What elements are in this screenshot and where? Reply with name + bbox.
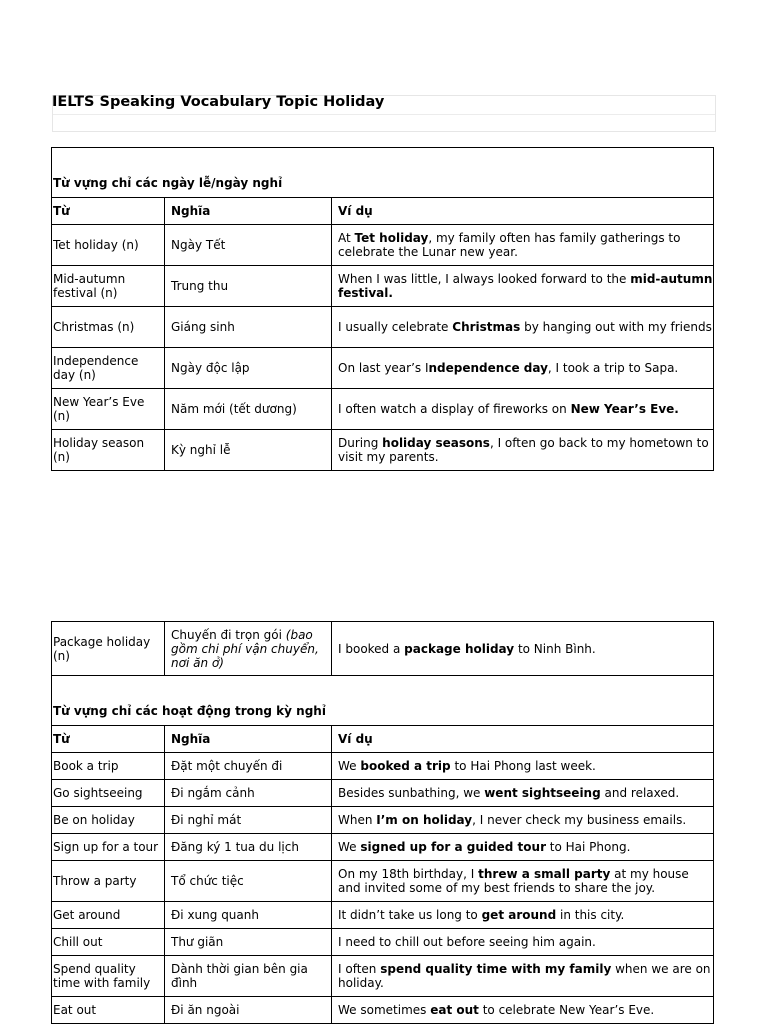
example-cell — [332, 956, 714, 997]
word-cell: Package holiday (n) — [52, 622, 165, 676]
example-text: , I never check my business emails. — [472, 813, 687, 827]
example-cell — [332, 430, 714, 471]
example-text: At — [338, 231, 355, 245]
section-title-cell — [52, 148, 714, 198]
example-text: During — [338, 436, 383, 450]
section-title-cell — [52, 676, 714, 726]
table-row — [52, 430, 714, 471]
header-row — [52, 726, 714, 753]
example-keyword: New Year’s Eve. — [570, 402, 679, 416]
example-keyword: get around — [481, 908, 557, 922]
example-cell — [332, 307, 714, 348]
table-row — [52, 622, 714, 676]
example-text: We sometimes — [338, 1003, 431, 1017]
meaning-cell: Đi ngắm cảnh — [165, 780, 332, 807]
meaning-cell: Đặt một chuyến đi — [165, 753, 332, 780]
example-text: When I was little, I always looked forward to the — [338, 272, 631, 286]
meaning-cell: Đi nghỉ mát — [165, 807, 332, 834]
example-text: to Ninh Bình. — [514, 641, 596, 656]
word-cell: Go sightseeing — [52, 780, 165, 807]
example-text: to Hai Phong last week. — [450, 759, 596, 773]
example-keyword: I’m on holiday — [376, 813, 473, 827]
example-cell — [332, 807, 714, 834]
example-keyword: went sightseeing — [484, 786, 601, 800]
meaning-cell: Giáng sinh — [165, 307, 332, 348]
word-cell: Throw a party — [52, 861, 165, 902]
word-cell: Book a trip — [52, 753, 165, 780]
meaning-cell: Năm mới (tết dương) — [165, 389, 332, 430]
meaning-cell: Thư giãn — [165, 929, 332, 956]
table-row — [52, 753, 714, 780]
table-row — [52, 807, 714, 834]
example-cell — [332, 389, 714, 430]
holidays-vocab-table — [51, 147, 714, 471]
example-text: , I took a trip to Sapa. — [547, 361, 679, 375]
example-cell — [332, 929, 714, 956]
meaning-cell — [165, 622, 332, 676]
word-cell: Mid-autumn festival (n) — [52, 266, 165, 307]
col-header-meaning: Nghĩa — [165, 198, 332, 225]
word-cell: Spend quality time with family — [52, 956, 165, 997]
word-cell: Christmas (n) — [52, 307, 165, 348]
meaning-cell: Tổ chức tiệc — [165, 861, 332, 902]
meaning-cell: Ngày Tết — [165, 225, 332, 266]
word-cell: Be on holiday — [52, 807, 165, 834]
example-text: and relaxed. — [600, 786, 680, 800]
meaning-cell: Đăng ký 1 tua du lịch — [165, 834, 332, 861]
table-row — [52, 266, 714, 307]
title-divider — [53, 114, 715, 115]
example-text: Besides sunbathing, we — [338, 786, 485, 800]
example-text: I often — [338, 962, 381, 976]
table-row — [52, 225, 714, 266]
word-cell: Holiday season (n) — [52, 430, 165, 471]
example-cell — [332, 780, 714, 807]
table-row — [52, 307, 714, 348]
example-cell — [332, 834, 714, 861]
word-cell: Sign up for a tour — [52, 834, 165, 861]
example-keyword: package holiday — [404, 641, 515, 656]
header-row — [52, 198, 714, 225]
table-row — [52, 861, 714, 902]
table-row — [52, 997, 714, 1024]
example-text: , my family often has family gatherings to celebrate the Lunar new year. — [338, 231, 681, 259]
example-keyword: eat out — [430, 1003, 479, 1017]
table-row — [52, 956, 714, 997]
example-cell — [332, 348, 714, 389]
example-text: I need to chill out before seeing him again. — [338, 935, 596, 949]
example-keyword: Christmas — [452, 320, 521, 334]
example-text: to celebrate New Year’s Eve. — [478, 1003, 655, 1017]
example-text: We — [338, 840, 361, 854]
example-cell — [332, 266, 714, 307]
word-cell: Chill out — [52, 929, 165, 956]
meaning-cell: Đi ăn ngoài — [165, 997, 332, 1024]
example-text: at my house and invited some of my best friends to share the joy. — [338, 867, 689, 895]
example-keyword: Tet holiday — [354, 231, 429, 245]
word-cell: Get around — [52, 902, 165, 929]
example-text: , I often go back to my hometown to visit my parents. — [338, 436, 709, 464]
section-title: Từ vựng chỉ các ngày lễ/ngày nghỉ — [53, 176, 283, 190]
example-text: We — [338, 759, 361, 773]
example-keyword: signed up for a guided tour — [360, 840, 546, 854]
section-row — [52, 148, 714, 198]
example-keyword: holiday seasons — [382, 436, 490, 450]
section-title: Từ vựng chỉ các hoạt động trong kỳ nghỉ — [53, 704, 326, 718]
meaning-note: (bao gồm chi phí vận chuyển, nơi ăn ở) — [171, 627, 319, 670]
meaning-cell: Kỳ nghỉ lễ — [165, 430, 332, 471]
word-cell: Eat out — [52, 997, 165, 1024]
example-cell — [332, 753, 714, 780]
table-row — [52, 348, 714, 389]
example-text: by hanging out with my friends — [520, 320, 712, 334]
section-row — [52, 676, 714, 726]
example-keyword: booked a trip — [360, 759, 451, 773]
example-cell — [332, 622, 714, 676]
col-header-word: Từ — [52, 726, 165, 753]
col-header-example: Ví dụ — [332, 726, 714, 753]
example-cell — [332, 225, 714, 266]
meaning-cell: Dành thời gian bên gia đình — [165, 956, 332, 997]
example-text: I booked a — [338, 641, 405, 656]
table-row — [52, 389, 714, 430]
example-text: It didn’t take us long to — [338, 908, 482, 922]
example-text: When — [338, 813, 377, 827]
example-cell — [332, 902, 714, 929]
example-cell — [332, 997, 714, 1024]
word-cell: Tet holiday (n) — [52, 225, 165, 266]
meaning-text: Chuyến đi trọn gói — [171, 627, 286, 642]
example-cell — [332, 861, 714, 902]
col-header-meaning: Nghĩa — [165, 726, 332, 753]
meaning-cell: Đi xung quanh — [165, 902, 332, 929]
example-keyword: threw a small party — [478, 867, 611, 881]
example-keyword: ndependence day — [428, 361, 548, 375]
col-header-word: Từ — [52, 198, 165, 225]
example-text: I often watch a display of fireworks on — [338, 402, 571, 416]
col-header-example: Ví dụ — [332, 198, 714, 225]
meaning-cell: Trung thu — [165, 266, 332, 307]
table-row — [52, 834, 714, 861]
example-text: in this city. — [556, 908, 625, 922]
table-row — [52, 929, 714, 956]
meaning-cell: Ngày độc lập — [165, 348, 332, 389]
word-cell: Independence day (n) — [52, 348, 165, 389]
example-text: when we are on holiday. — [338, 962, 711, 990]
example-keyword: spend quality time with my family — [380, 962, 612, 976]
example-text: I usually celebrate — [338, 320, 453, 334]
word-cell: New Year’s Eve (n) — [52, 389, 165, 430]
example-text: On last year’s I — [338, 361, 429, 375]
table-row — [52, 780, 714, 807]
example-text: to Hai Phong. — [545, 840, 631, 854]
page-title: IELTS Speaking Vocabulary Topic Holiday — [52, 94, 385, 110]
table-row — [52, 902, 714, 929]
example-keyword: mid-autumn festival. — [338, 272, 713, 300]
example-text: On my 18th birthday, I — [338, 867, 479, 881]
activities-vocab-table — [51, 621, 714, 1024]
